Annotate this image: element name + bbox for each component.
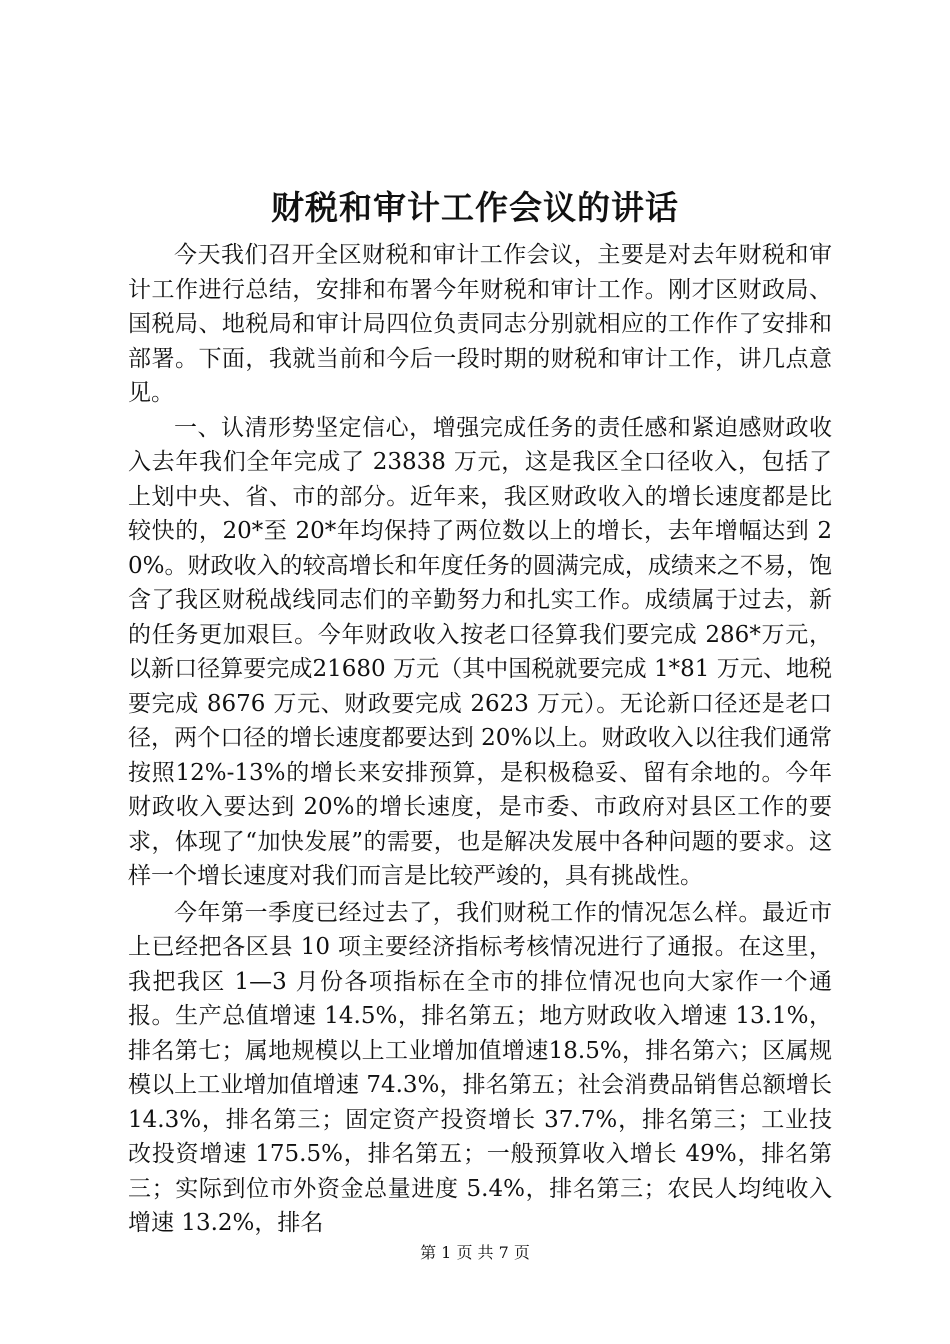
paragraph-intro: 今天我们召开全区财税和审计工作会议，主要是对去年财税和审计工作进行总结，安排和布署今年财税和审计工作。刚才区财政局、国税局、地税局和审计局四位负责同志分别就相应的工作作了安排和部署。下面，我就当前和今后一段时期的财税和审计工作，讲几点意见。: [128, 242, 832, 406]
document-title: 财税和审计工作会议的讲话: [271, 188, 679, 227]
document-body: [128, 238, 832, 1241]
paragraph-first-quarter: 今年第一季度已经过去了，我们财税工作的情况怎么样。最近市上已经把各区县 10 项主要经济指标考核情况进行了通报。在这里，我把我区 1—3 月份各项指标在全市的排位情况也向大家作一个通报。生产总值增速 14.5%，排名第五；地方财政收入增速 13.1%，排名第七；属地规模以上工业增加值增速18.5%，排名第六；区属规模以上工业增加值增速 74.3%，排名第五；社会消费品销售总额增长 14.3%，排名第三；固定资产投资增长 37.7%，排名第三；工业技改投资增速 175.5%，排名第五；一般预算收入增长 49%，排名第三；实际到位市外资金总量进度 5.4%，排名第三；农民人均纯收入增速 13.2%，排名: [128, 899, 832, 1236]
paragraph-section-one: 一、认清形势坚定信心，增强完成任务的责任感和紧迫感财政收入去年我们全年完成了 23838 万元，这是我区全口径收入，包括了上划中央、省、市的部分。近年来，我区财政收入的增长速度都是比较快的，20*至 20*年均保持了两位数以上的增长，去年增幅达到 20%。财政收入的较高增长和年度任务的圆满完成，成绩来之不易，饱含了我区财税战线同志们的辛勤努力和扎实工作。成绩属于过去，新的任务更加艰巨。今年财政收入按老口径算我们要完成 286*万元，以新口径算要完成21680 万元（其中国税就要完成 1*81 万元、地税要完成 8676 万元、财政要完成 2623 万元）。无论新口径还是老口径，两个口径的增长速度都要达到 20%以上。财政收入以往我们通常按照12%-13%的增长来安排预算，是积极稳妥、留有余地的。今年财政收入要达到 20%的增长速度，是市委、市政府对县区工作的要求，体现了“加快发展”的需要，也是解决发展中各种问题的要求。这样一个增长速度对我们而言是比较严竣的，具有挑战性。: [128, 414, 832, 889]
page-footer: 第 1 页 共 7 页: [420, 1243, 530, 1262]
